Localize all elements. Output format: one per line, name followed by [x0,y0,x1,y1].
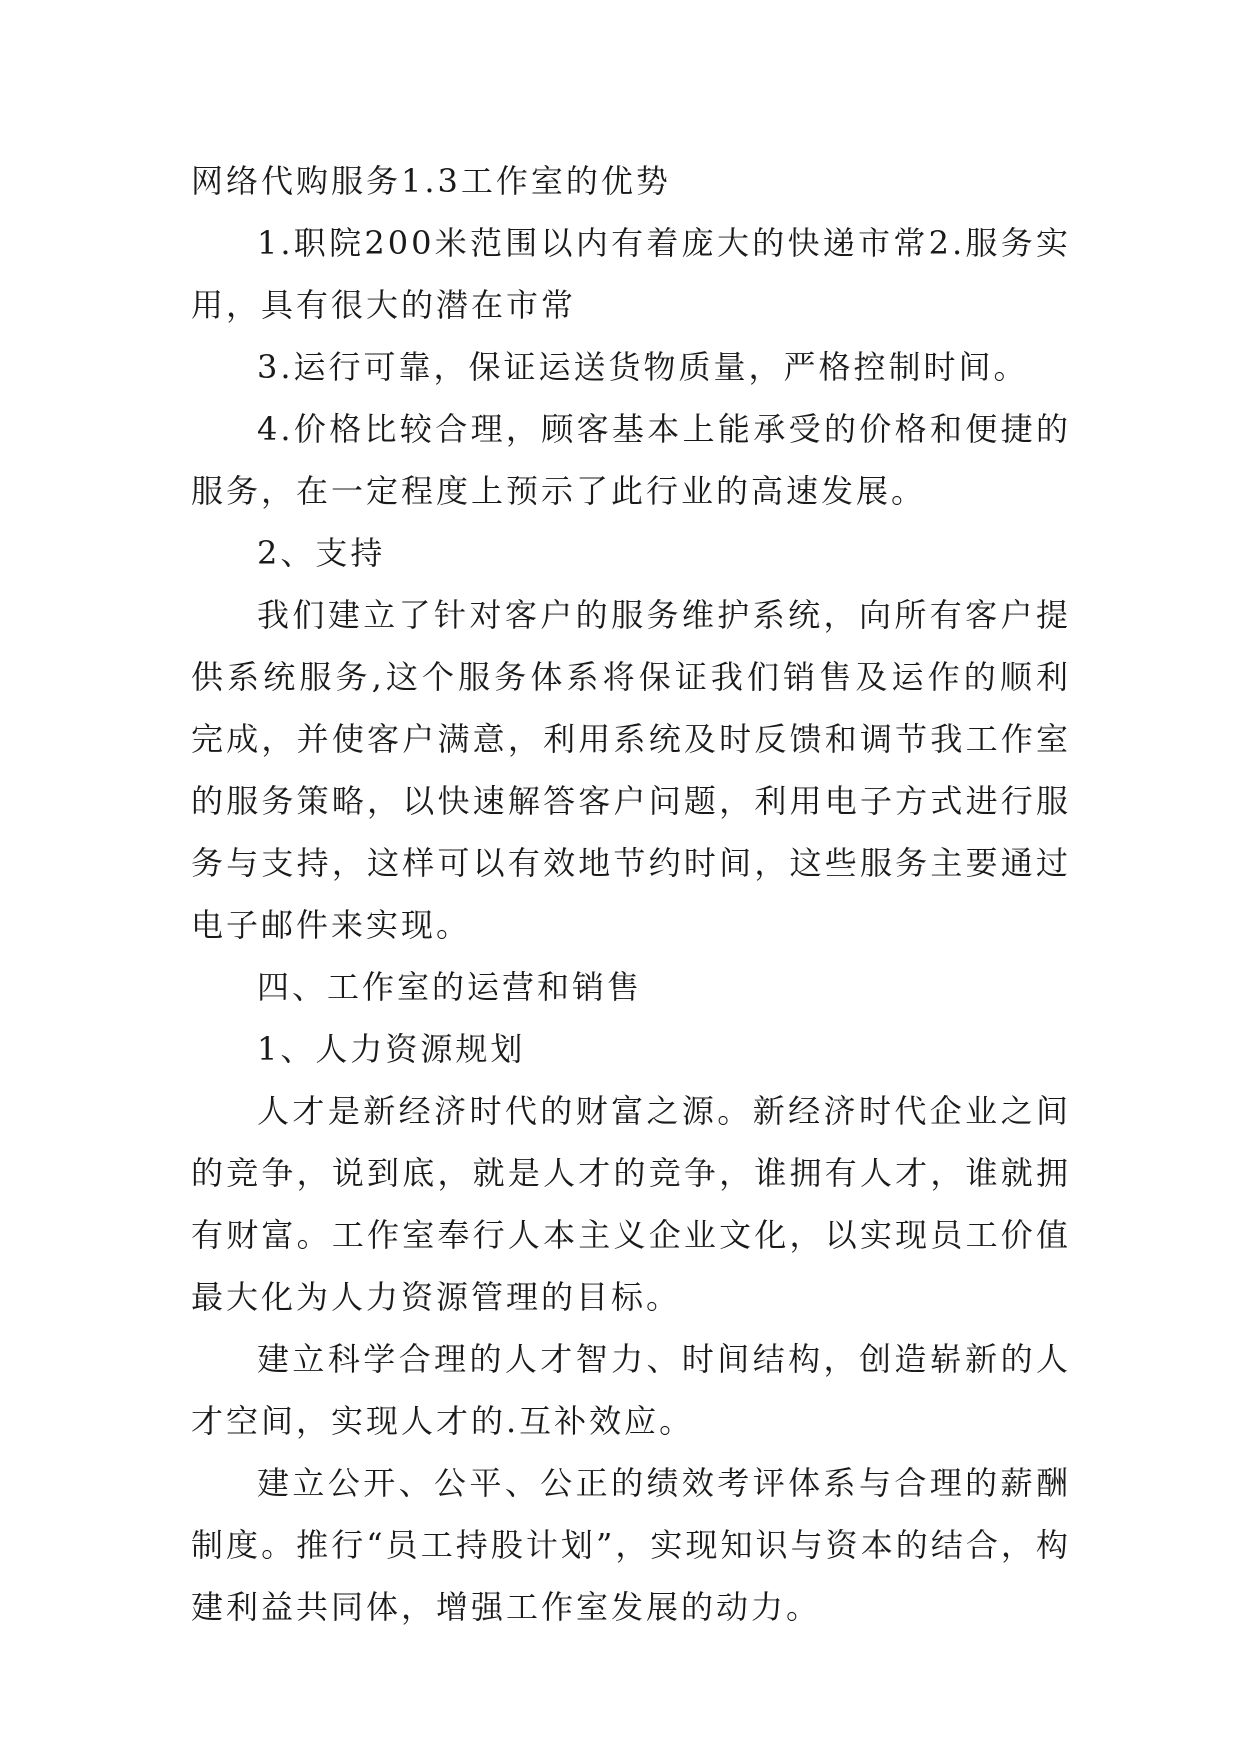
paragraph-heading-line: 网络代购服务1.3工作室的优势 [191,162,671,200]
section-heading-hr-planning: 1、人力资源规划 [257,1030,526,1068]
section-heading-operations: 四、工作室的运营和销售 [257,968,643,1006]
paragraph-support-system: 我们建立了针对客户的服务维护系统，向所有客户提供系统服务,这个服务体系将保证我们销售及运作的顺利完成，并使客户满意，利用系统及时反馈和调节我工作室的服务策略，以快速解答客户问题，利用电子方式进行服务与支持，这样可以有效地节约时间，这些服务主要通过电子邮件来实现。 [191,596,1071,944]
paragraph-talent: 人才是新经济时代的财富之源。新经济时代企业之间的竞争，说到底，就是人才的竞争，谁拥有人才，谁就拥有财富。工作室奉行人本主义企业文化，以实现员工价值最大化为人力资源管理的目标。 [191,1092,1071,1316]
paragraph-advantage-3: 3.运行可靠，保证运送货物质量，严格控制时间。 [257,348,1029,386]
paragraph-performance-system: 建立公开、公平、公正的绩效考评体系与合理的薪酬制度。推行“员工持股计划”，实现知识与资本的结合，构建利益共同体，增强工作室发展的动力。 [191,1464,1071,1626]
paragraph-advantage-4: 4.价格比较合理，顾客基本上能承受的价格和便捷的服务，在一定程度上预示了此行业的高速发展。 [191,410,1071,510]
paragraph-advantage-1-2: 1.职院200米范围以内有着庞大的快递市常2.服务实用，具有很大的潜在市常 [191,224,1071,324]
paragraph-talent-structure: 建立科学合理的人才智力、时间结构，创造崭新的人才空间，实现人才的.互补效应。 [191,1340,1071,1440]
document-page [191,150,1071,1638]
section-heading-support: 2、支持 [257,534,386,572]
